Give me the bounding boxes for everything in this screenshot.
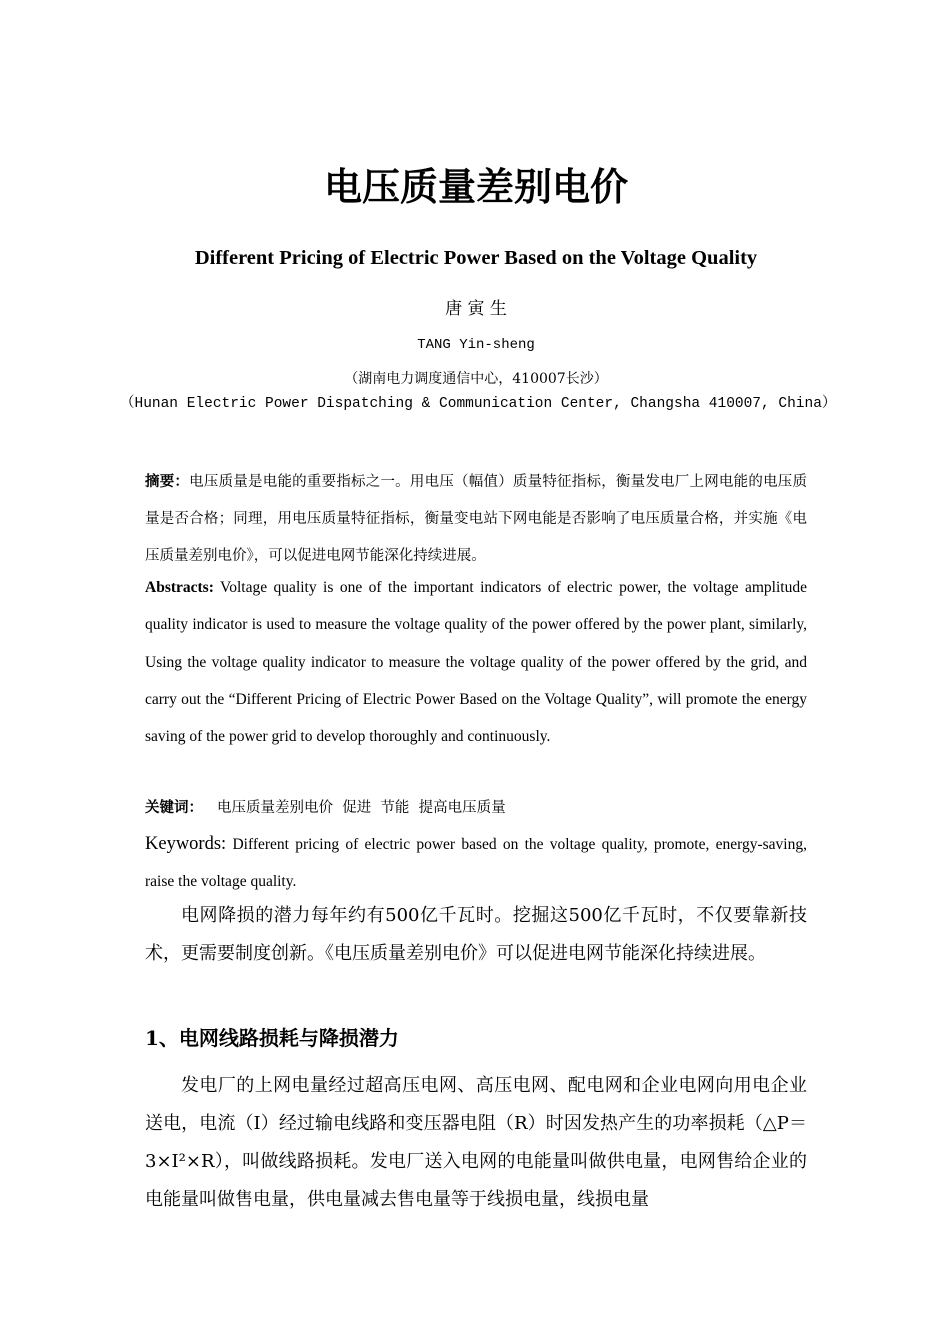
affiliation-english: （Hunan Electric Power Dispatching & Communication Center, Changsha 410007, China） xyxy=(120,396,837,412)
keywords-chinese xyxy=(145,793,807,823)
keywords-english-text: Different pricing of electric power based on the voltage quality, promote, energy-saving, raise the voltage quality. xyxy=(145,836,807,890)
author-english: TANG Yin-sheng xyxy=(417,337,535,353)
abstract-chinese xyxy=(145,463,807,575)
keywords-english-label: Keywords: xyxy=(145,834,227,854)
keywords-english xyxy=(145,826,807,900)
author-chinese: 唐 寅 生 xyxy=(445,299,507,319)
keywords-chinese-text: 电压质量差别电价 促进 节能 提高电压质量 xyxy=(217,800,506,816)
abstract-chinese-text: 电压质量是电能的重要指标之一。用电压（幅值）质量特征指标，衡量发电厂上网电能的电压质量是否合格；同理，用电压质量特征指标，衡量变电站下网电能是否影响了电压质量合格，并实施《电压质量差别电价》，可以促进电网节能深化持续进展。 xyxy=(145,474,808,564)
affiliation xyxy=(120,367,837,417)
title-english: Different Pricing of Electric Power Based on the Voltage Quality xyxy=(194,247,758,269)
section-paragraph: 发电厂的上网电量经过超高压电网、高压电网、配电网和企业电网向用电企业送电，电流（I）经过输电线路和变压器电阻（R）时因发热产生的功率损耗（△P＝3×I²×R），叫做线路损耗。发电厂送入电网的电能量叫做供电量，电网售给企业的电能量叫做售电量，供电量减去售电量等于线损电量，线损电量 xyxy=(145,1075,807,1210)
intro-paragraph: 电网降损的潜力每年约有500亿千瓦时。挖掘这500亿千瓦时，不仅要靠新技术，更需要制度创新。《电压质量差别电价》可以促进电网节能深化持续进展。 xyxy=(145,905,807,964)
document-page xyxy=(120,0,837,1344)
abstract-chinese-label: 摘要： xyxy=(145,473,190,490)
section-heading: 1、电网线路损耗与降损潜力 xyxy=(145,1026,399,1050)
abstract-english xyxy=(145,569,807,755)
keywords-chinese-label: 关键词： xyxy=(145,799,203,816)
abstract-english-text: Voltage quality is one of the important indicators of electric power, the voltage amplitude quality indicator is used to measure the voltage quality of the power offered by the power plant, similarly, Using the voltage quality indicator to measure the voltage quality of the power offered by the grid, and carry out the “Different Pricing of Electric Power Based on the Voltage Quality”, will promote the energy saving of the power grid to develop thoroughly and continuously. xyxy=(145,579,807,746)
title-chinese: 电压质量差别电价 xyxy=(323,164,628,209)
affiliation-chinese: （湖南电力调度通信中心，410007长沙） xyxy=(344,371,608,387)
abstract-english-label: Abstracts: xyxy=(145,579,214,596)
